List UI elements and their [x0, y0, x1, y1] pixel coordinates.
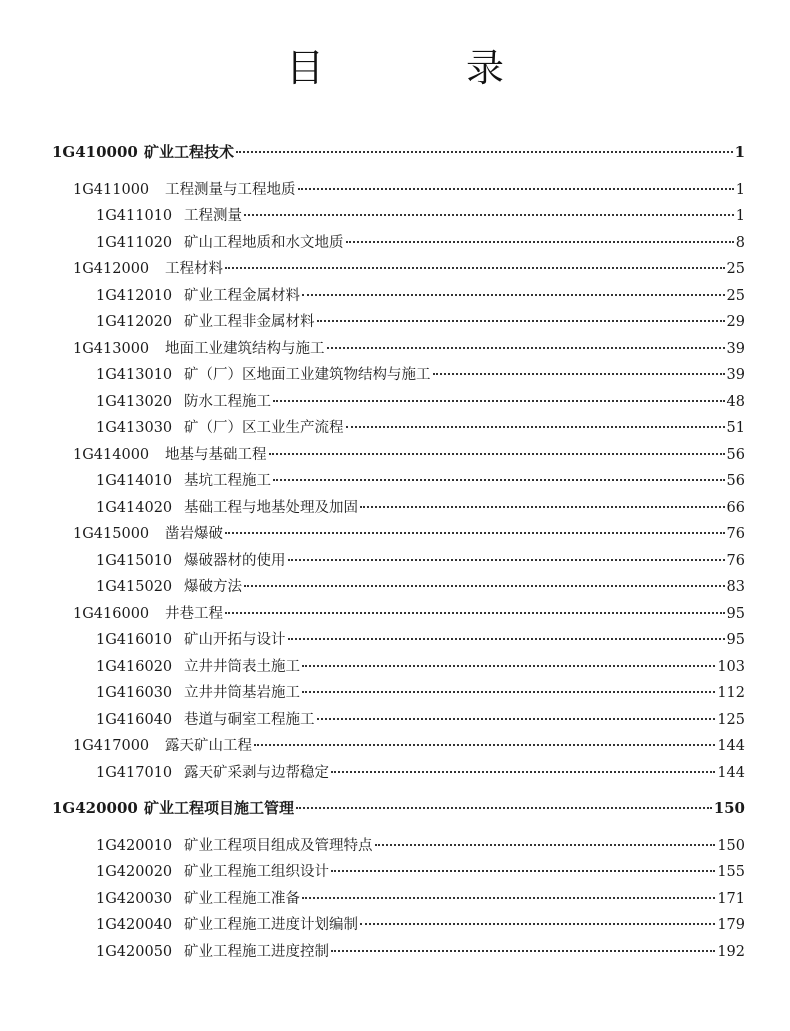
toc-label: 工程测量与工程地质: [165, 181, 296, 198]
toc-code: 1G412000: [73, 261, 150, 277]
dot-leader: [360, 923, 715, 925]
dot-leader: [302, 294, 725, 296]
toc-page-number: 76: [726, 552, 745, 569]
toc-page-number: 179: [717, 917, 745, 933]
toc-label: 矿（厂）区工业生产流程: [184, 420, 344, 436]
toc-label: 矿山开拓与设计: [184, 632, 286, 648]
toc-page-number: 51: [726, 420, 745, 436]
toc-entry[interactable]: [0, 284, 790, 311]
toc-entry[interactable]: [0, 337, 790, 364]
toc-page-number: 150: [713, 799, 745, 817]
toc-page-number: 144: [717, 738, 745, 754]
dot-leader: [346, 426, 725, 428]
toc-entry[interactable]: [0, 797, 790, 824]
toc-entry[interactable]: [0, 602, 790, 629]
toc-code: 1G420040: [96, 917, 173, 933]
toc-label: 露天矿山工程: [165, 738, 252, 754]
toc-label: 立井井筒表土施工: [184, 658, 300, 675]
toc-code: 1G416020: [96, 658, 173, 675]
toc-label: 爆破方法: [184, 579, 242, 595]
toc-entry[interactable]: [0, 416, 790, 443]
toc-entry[interactable]: [0, 734, 790, 761]
toc-label: 矿业工程施工准备: [184, 890, 300, 907]
dot-leader: [244, 585, 725, 587]
toc-label: 矿业工程技术: [144, 143, 235, 161]
toc-code: 1G416030: [96, 685, 173, 701]
dot-leader: [331, 950, 715, 952]
dot-leader: [288, 638, 725, 640]
dot-leader: [433, 373, 725, 375]
toc-code: 1G416000: [73, 605, 150, 622]
dot-leader: [296, 807, 712, 809]
dot-leader: [225, 612, 725, 614]
toc-code: 1G413000: [73, 340, 150, 357]
toc-code: 1G420020: [96, 864, 173, 880]
toc-entry[interactable]: [0, 231, 790, 258]
toc-entry[interactable]: [0, 913, 790, 940]
toc-page-number: 112: [717, 685, 745, 701]
toc-page-number: 1: [735, 181, 745, 198]
toc-code: 1G414000: [73, 446, 150, 463]
toc-entry[interactable]: [0, 443, 790, 470]
toc-label: 矿（厂）区地面工业建筑物结构与施工: [184, 367, 431, 383]
toc-code: 1G420010: [96, 837, 173, 854]
dot-leader: [375, 844, 716, 846]
dot-leader: [273, 400, 725, 402]
dot-leader: [244, 214, 734, 216]
toc-page-number: 56: [726, 473, 745, 489]
dot-leader: [331, 870, 715, 872]
toc-entry[interactable]: [0, 204, 790, 231]
dot-leader: [346, 241, 734, 243]
toc-page-number: 125: [717, 711, 745, 728]
toc-code: 1G417000: [73, 738, 150, 754]
dot-leader: [298, 188, 734, 190]
toc-label: 井巷工程: [165, 605, 223, 622]
toc-code: 1G415000: [73, 526, 150, 542]
toc-page-number: 1: [735, 208, 745, 224]
toc-code: 1G420030: [96, 890, 173, 907]
toc-entry[interactable]: [0, 178, 790, 205]
toc-label: 工程测量: [184, 208, 242, 224]
toc-code: 1G420000: [52, 799, 138, 817]
toc-page-number: 95: [726, 632, 745, 648]
toc-entry[interactable]: [0, 681, 790, 708]
toc-entry[interactable]: [0, 708, 790, 735]
toc-code: 1G413010: [96, 367, 173, 383]
toc-label: 爆破器材的使用: [184, 552, 286, 569]
toc-page-number: 25: [726, 287, 745, 304]
toc-code: 1G414010: [96, 473, 173, 489]
toc-code: 1G412020: [96, 314, 173, 330]
toc-label: 工程材料: [165, 261, 223, 277]
dot-leader: [317, 320, 725, 322]
toc-label: 矿业工程施工进度计划编制: [184, 917, 358, 933]
toc-page-number: 29: [726, 314, 745, 330]
toc-page-number: 155: [717, 864, 745, 880]
dot-leader: [273, 479, 725, 481]
toc-entry[interactable]: [0, 761, 790, 788]
toc-entry[interactable]: [0, 887, 790, 914]
toc-entry[interactable]: [0, 310, 790, 337]
toc-entry[interactable]: [0, 469, 790, 496]
toc-page-number: 83: [726, 579, 745, 595]
toc-entry[interactable]: [0, 834, 790, 861]
toc-label: 立井井筒基岩施工: [184, 685, 300, 701]
toc-code: 1G415010: [96, 552, 173, 569]
toc-label: 地基与基础工程: [165, 446, 267, 463]
toc-label: 地面工业建筑结构与施工: [165, 340, 325, 357]
toc-code: 1G413020: [96, 393, 173, 410]
dot-leader: [327, 347, 725, 349]
toc-label: 防水工程施工: [184, 393, 271, 410]
dot-leader: [288, 559, 725, 561]
toc-page-number: 25: [726, 261, 745, 277]
toc-code: 1G412010: [96, 287, 173, 304]
toc-page-number: 56: [726, 446, 745, 463]
dot-leader: [317, 718, 716, 720]
toc-entry[interactable]: [0, 141, 790, 168]
toc-label: 矿业工程非金属材料: [184, 314, 315, 330]
toc-code: 1G411010: [96, 208, 173, 224]
toc-page-number: 103: [717, 658, 745, 675]
toc-code: 1G417010: [96, 764, 173, 781]
toc-code: 1G416010: [96, 632, 173, 648]
toc-entry[interactable]: [0, 390, 790, 417]
toc-page-number: 76: [726, 526, 745, 542]
toc-label: 矿业工程施工组织设计: [184, 864, 329, 880]
toc-code: 1G420050: [96, 943, 173, 960]
toc-page-number: 1: [734, 143, 745, 161]
toc-page-number: 171: [717, 890, 745, 907]
toc-page-number: 150: [717, 837, 745, 854]
toc-entry[interactable]: [0, 549, 790, 576]
toc-label: 矿山工程地质和水文地质: [184, 234, 344, 251]
toc-label: 矿业工程施工进度控制: [184, 943, 329, 960]
toc-page-number: 192: [717, 943, 745, 960]
toc-entry[interactable]: [0, 655, 790, 682]
toc-entry[interactable]: [0, 860, 790, 887]
toc-label: 露天矿采剥与边帮稳定: [184, 764, 329, 781]
toc-page-number: 66: [726, 499, 745, 516]
dot-leader: [236, 151, 733, 153]
toc-label: 基础工程与地基处理及加固: [184, 499, 358, 516]
dot-leader: [225, 267, 725, 269]
toc-page-number: 48: [726, 393, 745, 410]
dot-leader: [254, 744, 715, 746]
toc-entry[interactable]: [0, 522, 790, 549]
toc-entry[interactable]: [0, 363, 790, 390]
toc-label: 矿业工程金属材料: [184, 287, 300, 304]
dot-leader: [302, 665, 715, 667]
page-title: 目 录: [285, 46, 556, 90]
toc-code: 1G415020: [96, 579, 173, 595]
toc-entry[interactable]: [0, 257, 790, 284]
toc-page-number: 39: [726, 340, 745, 357]
toc-label: 巷道与硐室工程施工: [184, 711, 315, 728]
dot-leader: [225, 532, 725, 534]
toc-code: 1G411020: [96, 234, 173, 251]
toc-label: 矿业工程项目组成及管理特点: [184, 837, 373, 854]
dot-leader: [331, 771, 715, 773]
dot-leader: [302, 897, 715, 899]
toc-code: 1G416040: [96, 711, 173, 728]
toc-page-number: 39: [726, 367, 745, 383]
toc-entry[interactable]: [0, 496, 790, 523]
table-of-contents: [0, 141, 790, 966]
toc-entry[interactable]: [0, 575, 790, 602]
toc-entry[interactable]: [0, 628, 790, 655]
dot-leader: [302, 691, 715, 693]
dot-leader: [269, 453, 725, 455]
toc-code: 1G413030: [96, 420, 173, 436]
toc-entry[interactable]: [0, 940, 790, 967]
toc-label: 凿岩爆破: [165, 526, 223, 542]
dot-leader: [360, 506, 725, 508]
toc-label: 基坑工程施工: [184, 473, 271, 489]
toc-page-number: 95: [726, 605, 745, 622]
toc-code: 1G411000: [73, 181, 150, 198]
toc-label: 矿业工程项目施工管理: [144, 799, 295, 817]
toc-page-number: 8: [735, 234, 745, 251]
toc-code: 1G414020: [96, 499, 173, 516]
toc-code: 1G410000: [52, 143, 138, 161]
toc-page-number: 144: [717, 764, 745, 781]
